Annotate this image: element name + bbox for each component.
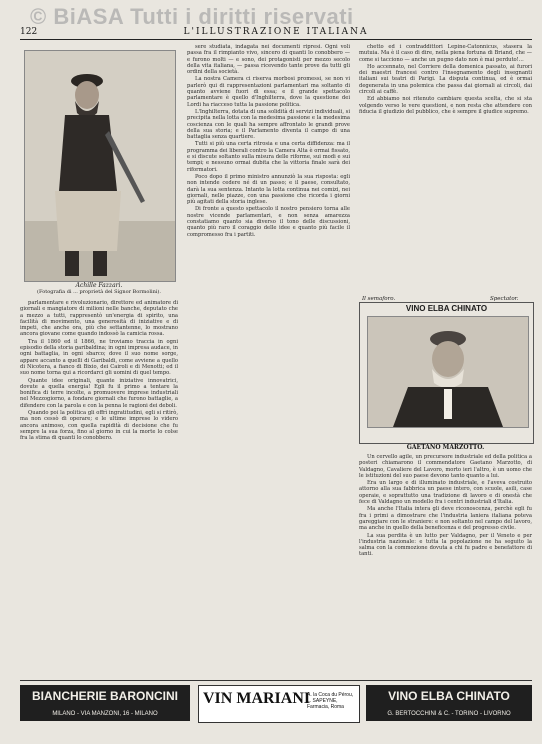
article-column-3-lower [359, 454, 532, 674]
portrait-photo-marzotto [367, 316, 529, 428]
marzotto-illustration [368, 317, 528, 427]
ad-subtitle: G. BERTOCCHINI & C. - TORINO - LIVORNO [387, 711, 511, 717]
article-column-3 [359, 44, 532, 294]
magazine-title: L'ILLUSTRAZIONE ITALIANA [183, 27, 369, 37]
ad-title: BIANCHERIE BARONCINI [31, 689, 178, 703]
paragraph: Poco dopo il primo ministro annunziò la sua risposta: egli non intende cedere né di un passo; e il paese, consultato, darà la sua sentenza. Intanto la lotta continua nei comizi, nei giornali, nelle piazze, con una passione che ricorda i giorni più agitati della storia inglese. [187, 173, 350, 206]
paragraph: Ed abbiamo noi ritenuto cambiare questa scelta, che si sta volgendo verso le vere questioni, e non resta che attendere con fiducia il giudizio del pubblico, che è sempre il giudice supremo. [359, 96, 532, 115]
ad-vin-mariani[interactable] [198, 685, 360, 723]
paragraph: Quante idee originali, quante iniziative innovatrici, dovute a quella energia! Egli fu il primo a tentare la bonifica di terre incolte, a promuovere imprese industriali nel Mezzogiorno, a fondare giornali che furono battaglie, a difendere con la parola e con la penna le ragioni dei deboli. [20, 377, 178, 409]
ad-subtitle: MILANO - VIA MANZONI, 16 - MILANO [52, 711, 158, 717]
paragraph: sere studiata, indagata nei documenti ripresi. Ogni voli passa fra il rimpianto vivo, sincero di quanti lo conobbero — e furono molti — e sono, dei protagonisti per mezzo secolo della vita italiana, — passa ricevendo tante prove da tutti gli ordini della società. [187, 44, 350, 76]
paragraph: Quando poi la politica gli offrì ingratitudini, egli si ritirò, ma non cessò di operare; e le ultime imprese lo videro ancora animoso, con quella rapidità di decisione che fu sempre la sua forza, fino al giorno in cui la morte lo colse fra la stima di quanti lo conobbero. [20, 410, 178, 442]
ad-biancherie-baroncini[interactable] [20, 685, 190, 721]
signature-spectator: Spectator. [490, 296, 519, 302]
page-number: 122 [20, 27, 38, 37]
ad-title: VIN MARIANI [203, 690, 311, 707]
paragraph: Ma anche l'Italia intera gli deve riconoscenza, perchè egli fu fra i primi a dimostrare che l'industria laniera italiana poteva gareggiare con le straniere: e non soltanto nel campo del lavoro, ma anche in quello della beneficenza e del progresso civile. [359, 506, 532, 532]
portrait-credit: (Fotografia di ... proprietà del Signor Bormolini). [37, 289, 161, 295]
paragraph: Ho accennato, nel Corriere della domenica passato, ai furori dei maestri francesi contro l'insegnamento degli insegnanti italiani sui teatri di Parigi. La disputa continua, ed è ormai degenerata in una polemica che passa dai giornali ai circoli, dai circoli ai caffè. [359, 63, 532, 96]
page-header [20, 27, 532, 40]
paragraph: Di fronte a questo spettacolo il nostro pensiero torna alle nostre vicende parlamentari, e non senza amarezza constatiamo quanto sia diverso il tono delle discussioni, quanto più raro il coraggio delle idee e quanto più facile il compromesso fra i partiti. [187, 206, 350, 238]
watermark: © BiASA Tutti i diritti riservati [30, 4, 354, 29]
paragraph: chetto ed i contraddittori Lepine-Catonnicus, stasera la mutuia. Ma è il caso di dire, nella piena fortuna di Briand, che — come si tacciono — anche un pugno dato non è mai perduto!... [359, 44, 532, 63]
article-column-2 [187, 44, 350, 674]
portrait-illustration [25, 51, 175, 281]
article-column-1 [20, 300, 178, 674]
paragraph: Tra il 1860 ed il 1866, ne troviamo traccia in ogni episodio della storia garibaldina; in ogni impresa audace, in ogni battaglia, in ogni sbarco; dove il suo nome sorge, appare accanto a quelli di Garibaldi, come avviene a quello di Nicotera, a fianco di Bixio, dei Cairoli e di Menotti; ed il suo nome torna qui a ricordarci gli uomini di quel tempo. [20, 338, 178, 377]
paragraph: Un cervello agile, un precursore industriale ed della politica a posteri chiamarono il commendatore Gaetano Marzotto, di Valdagno, Cavaliere del Lavoro, morto ieri l'altro, è un uomo che le istituzioni del suo paese devono tanto quanto a lui. [359, 454, 532, 479]
paragraph: La sua perdita è un lutto per Valdagno, per il Veneto e per l'industria nazionale: e tutta la popolazione ne ha seguito la salma con la commozione dovuta a chi fu padre e benefattore di tanti. [359, 532, 532, 558]
advertisement-strip [20, 680, 532, 725]
ad-vino-elba-chinato[interactable] [366, 685, 532, 721]
marzotto-caption: GAETANO MARZOTTO. [406, 444, 485, 451]
portrait-photo-fazzari [24, 50, 176, 282]
ad-subtitle: A. la Coca du Pérou, L. SAPEYNE, Farmacia, Roma [307, 692, 354, 710]
paragraph: L'Inghilterra, dotata di una solidità di servizi individuali, si precipita nella lotta con la medesima passione e la medesima coscienza con le quali ha sempre affrontato le grandi prove della sua storia; e il Parlamento diventa il campo di una battaglia senza quartiere. [187, 108, 350, 141]
signature-semaforo: Il semaforo. [362, 296, 396, 302]
ad-title: VINO ELBA CHINATO [388, 689, 510, 703]
paragraph: Era un largo e di illuminato industriale, e l'aveva costruito attorno alla sua fabbrica un paese intero, con scuole, asili, case operaie, e soprattutto una tradizione di lavoro e di onestà che fece di Valdagno un modello fra i centri industriali d'Italia. [359, 480, 532, 506]
portrait-name: Achille Fazzari. [75, 282, 123, 289]
paragraph: parlamentare e rivoluzionario, direttore ed animatore di giornali e mangiatore di milioni nelle banche, deputato che a mezzo a tutti, rappresentò un'energia di spirito, una facilità di movimento, una generosità di iniziative e di impeti, che anche ora, più che settantenne, lo mostrano ancora giovane come quando indossò la camicia rossa. [20, 300, 178, 338]
paragraph: Tutti si più una certa ritrosia e una certa diffidenza: ma il programma dei liberali contro la Camera Alta è ormai fissato, e si discute soltanto sulla misura delle riforme, sui modi e sui tempi; e nessuno ormai dubita che la vittoria finale sarà dei riformatori. [187, 141, 350, 173]
box-title: VINO ELBA CHINATO [405, 304, 488, 313]
portrait-caption [20, 283, 178, 295]
paragraph: La nostra Camera ci riserva morbosi promessi, se non vi parlerò qui di rappresentazioni parlamentari ma soltanto di quanto avviene fuori di essa; e il grande spettacolo parlamentare è quello d'Inghilterra, dove la questione dei Lordi ha riacceso tutta la passione politica. [187, 76, 350, 108]
